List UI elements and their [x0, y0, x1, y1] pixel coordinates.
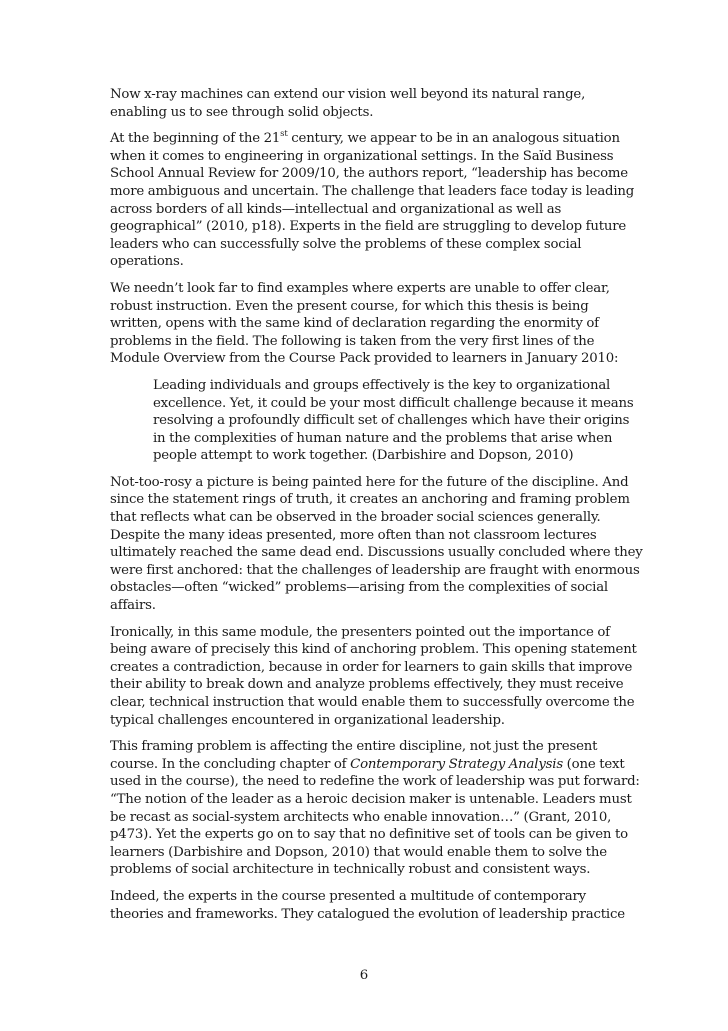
text-line: people attempt to work together. (Darbishire and Dopson, 2010) — [153, 448, 574, 464]
text-line: “The notion of the leader as a heroic decision maker is untenable. Leaders must — [110, 791, 632, 807]
text-line: affairs. — [110, 598, 156, 614]
block-quote — [153, 377, 634, 465]
paragraph-examples — [110, 280, 622, 368]
text-line: leaders who can successfully solve the problems of these complex social — [110, 236, 582, 252]
text-line: p473). Yet the experts go on to say that no definitive set of tools can be given to — [110, 827, 628, 843]
text-line: were first anchored: that the challenges of leadership are fraught with enormous — [110, 562, 640, 578]
text-line: theories and frameworks. They catalogued the evolution of leadership practice — [110, 906, 625, 922]
text-line: problems of social architecture in technically robust and consistent ways. — [110, 862, 591, 878]
superscript-st: st — [280, 128, 288, 139]
text-line: used in the course), the need to redefine the work of leadership was put forward: — [110, 774, 640, 790]
text-fragment: century, we appear to be in an analogous situation — [287, 131, 620, 147]
text-line: written, opens with the same kind of declaration regarding the enormity of — [110, 316, 599, 332]
text-line — [110, 756, 625, 774]
text-line: more ambiguous and uncertain. The challenge that leaders face today is leading — [110, 183, 635, 199]
text-line: learners (Darbishire and Dopson, 2010) that would enable them to solve the — [110, 844, 607, 860]
text-line: that reflects what can be observed in the broader social sciences generally. — [110, 510, 601, 526]
text-line: being aware of precisely this kind of anchoring problem. This opening statement — [110, 642, 637, 658]
text-line: Despite the many ideas presented, more often than not classroom lectures — [110, 527, 597, 543]
paragraph-21st-century — [110, 128, 635, 271]
text-fragment: (one text — [562, 756, 625, 772]
text-line: Leading individuals and groups effectively is the key to organizational — [153, 377, 611, 393]
text-line: We needn’t look far to find examples where experts are unable to offer clear, — [110, 280, 610, 296]
text-line: Module Overview from the Course Pack provided to learners in January 2010: — [110, 351, 619, 367]
text-fragment: At the beginning of the 21 — [110, 131, 281, 147]
text-line: Not-too-rosy a picture is being painted here for the future of the discipline. And — [110, 474, 629, 490]
text-line: Ironically, in this same module, the presenters pointed out the importance of — [110, 624, 610, 640]
page-number: 6 — [359, 968, 369, 983]
text-line: robust instruction. Even the present course, for which this thesis is being — [110, 298, 589, 314]
text-line: typical challenges encountered in organizational leadership. — [110, 712, 505, 728]
text-line: Indeed, the experts in the course presented a multitude of contemporary — [110, 888, 586, 904]
text-line: obstacles—often “wicked” problems—arising from the complexities of social — [110, 580, 608, 596]
paragraph-framing-problem — [110, 738, 640, 879]
text-line: This framing problem is affecting the entire discipline, not just the present — [110, 739, 598, 755]
text-line: ultimately reached the same dead end. Discussions usually concluded where they — [110, 545, 643, 561]
book-title: Contemporary Strategy Analysis — [350, 756, 563, 772]
text-line: since the statement rings of truth, it creates an anchoring and framing problem — [110, 492, 630, 508]
text-line: be recast as social-system architects who enable innovation…” (Grant, 2010, — [110, 809, 612, 825]
text-line: their ability to break down and analyze problems effectively, they must receive — [110, 677, 624, 693]
text-line: across borders of all kinds—intellectual and organizational as well as — [110, 201, 562, 217]
text-line: creates a contradiction, because in order for learners to gain skills that improve — [110, 659, 633, 675]
paragraph-ironically — [110, 624, 637, 730]
text-line: School Annual Review for 2009/10, the authors report, “leadership has become — [110, 166, 628, 182]
text-line: problems in the field. The following is taken from the very first lines of the — [110, 333, 595, 349]
document-page — [110, 86, 643, 932]
text-line: when it comes to engineering in organizational settings. In the Saïd Business — [110, 148, 614, 164]
text-fragment: course. In the concluding chapter of — [110, 756, 351, 772]
text-line: enabling us to see through solid objects. — [110, 104, 374, 120]
text-line — [110, 130, 622, 148]
text-line: Now x-ray machines can extend our vision well beyond its natural range, — [110, 87, 586, 102]
paragraph-not-too-rosy — [110, 474, 643, 615]
paragraph-xray — [110, 86, 622, 121]
text-line: excellence. Yet, it could be your most difficult challenge because it means — [153, 395, 634, 411]
text-line: clear, technical instruction that would enable them to successfully overcome the — [110, 695, 635, 710]
text-line: in the complexities of human nature and the problems that arise when — [153, 430, 613, 446]
text-line: resolving a profoundly difficult set of challenges which have their origins — [153, 413, 630, 429]
text-line: geographical” (2010, p18). Experts in the field are struggling to develop future — [110, 219, 627, 235]
text-line: operations. — [110, 254, 184, 270]
paragraph-indeed — [110, 888, 625, 923]
